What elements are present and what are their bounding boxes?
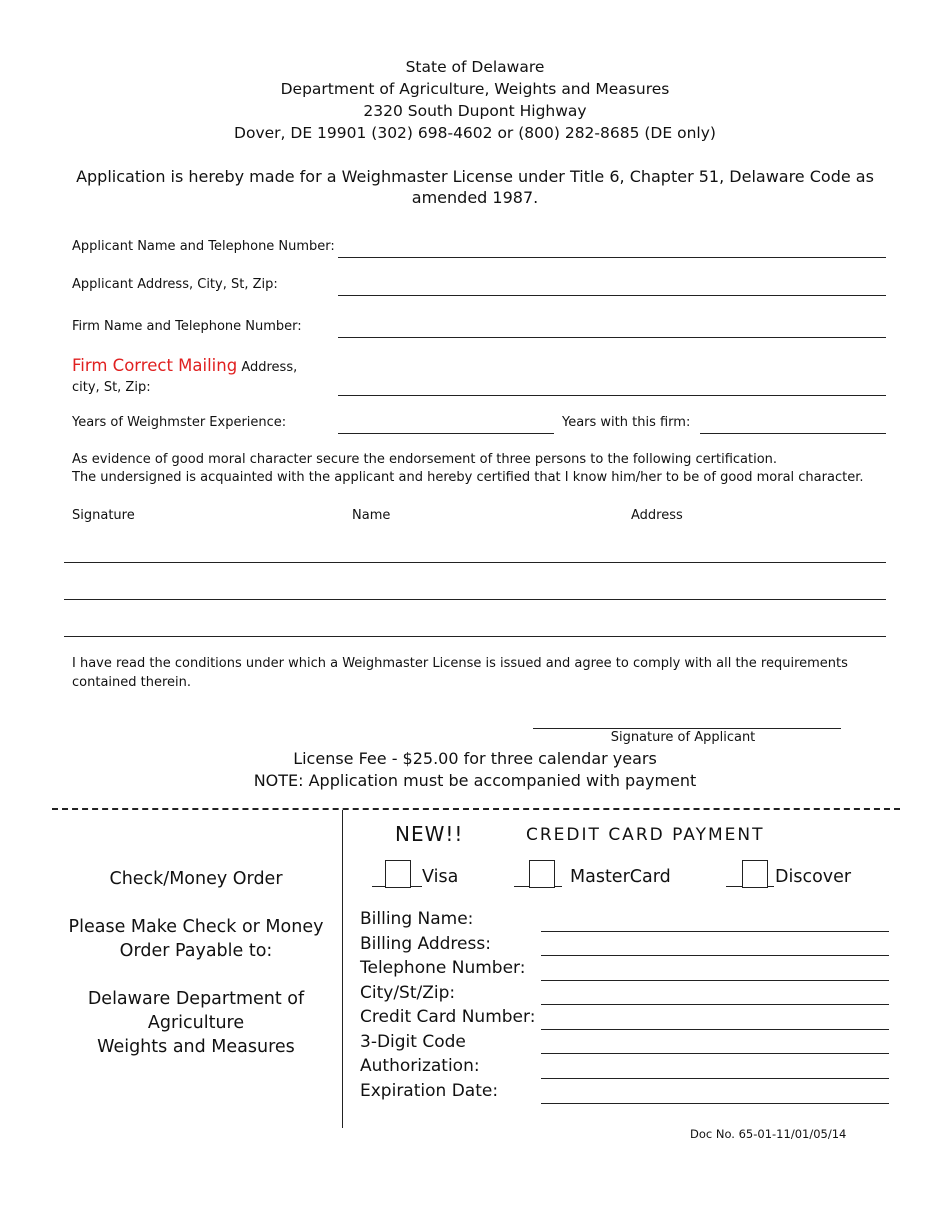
applicant-signature-field[interactable] [533, 710, 841, 729]
mastercard-checkbox[interactable] [529, 860, 555, 888]
authorization-field[interactable] [541, 1060, 889, 1079]
department-name: Department of Agriculture, Weights and Measures [280, 80, 670, 98]
firm-mailing-label [72, 356, 297, 398]
discover-checkbox[interactable] [742, 860, 768, 888]
years-experience-field[interactable] [338, 415, 554, 434]
agency-header [0, 56, 950, 144]
billing-address-label: Billing Address: [360, 933, 491, 954]
cut-line-divider [52, 808, 900, 810]
endorser-1-field[interactable] [64, 544, 886, 563]
signature-column-header: Signature [72, 508, 135, 523]
endorsement-line1: As evidence of good moral character secure the endorsement of three persons to the following certification. [72, 452, 778, 467]
fee-line: License Fee - $25.00 for three calendar years [293, 749, 657, 768]
firm-name-label: Firm Name and Telephone Number: [72, 319, 302, 334]
applicant-name-label: Applicant Name and Telephone Number: [72, 239, 335, 254]
firm-mailing-rest: Address, [237, 360, 298, 375]
state-name: State of Delaware [405, 58, 545, 76]
check-money-order-section [52, 867, 340, 1059]
applicant-name-field[interactable] [338, 239, 886, 258]
name-column-header: Name [352, 508, 391, 523]
firm-mailing-line2: city, St, Zip: [72, 380, 151, 395]
payee-line1: Delaware Department of [87, 989, 305, 1009]
city-phone: Dover, DE 19901 (302) 698-4602 or (800) 282-8685 (DE only) [234, 124, 716, 142]
three-digit-code-label: 3-Digit Code [360, 1031, 466, 1052]
credit-card-number-label: Credit Card Number: [360, 1007, 536, 1027]
authorization-label: Authorization: [360, 1056, 480, 1076]
years-firm-field[interactable] [700, 415, 886, 434]
expiration-date-label: Expiration Date: [360, 1080, 499, 1101]
visa-label: Visa [422, 867, 459, 887]
payable-line1: Please Make Check or Money [68, 917, 324, 937]
endorsement-line2: The undersigned is acquainted with the applicant and hereby certified that I know him/her to be of good moral character. [72, 470, 864, 485]
years-experience-label: Years of Weighmster Experience: [72, 415, 287, 430]
discover-label: Discover [775, 867, 852, 887]
payable-line2: Order Payable to: [119, 941, 273, 961]
telephone-number-field[interactable] [541, 962, 889, 981]
new-label: NEW!! [395, 822, 464, 846]
payee-line3: Weights and Measures [97, 1037, 295, 1057]
address-column-header: Address [631, 508, 683, 523]
city-st-zip-label: City/St/Zip: [360, 982, 456, 1003]
telephone-number-label: Telephone Number: [360, 958, 526, 978]
doc-number: Doc No. 65-01-11/01/05/14 [690, 1127, 847, 1141]
visa-checkbox[interactable] [385, 860, 411, 888]
firm-mailing-field[interactable] [338, 377, 886, 396]
billing-address-field[interactable] [541, 937, 889, 956]
application-statement: Application is hereby made for a Weighmaster License under Title 6, Chapter 51, Delaware Code as amended 1987. [76, 167, 874, 207]
payee-line2: Agriculture [147, 1013, 245, 1033]
billing-labels [360, 907, 535, 1103]
payment-note: NOTE: Application must be accompanied with payment [253, 771, 697, 790]
years-firm-label: Years with this firm: [562, 415, 691, 430]
expiration-date-field[interactable] [541, 1085, 889, 1104]
three-digit-code-field[interactable] [541, 1035, 889, 1054]
license-fee [0, 748, 950, 792]
endorser-3-field[interactable] [64, 618, 886, 637]
mastercard-label: MasterCard [570, 867, 671, 887]
endorser-2-field[interactable] [64, 581, 886, 600]
endorsement-text [72, 451, 863, 487]
check-title: Check/Money Order [109, 869, 283, 889]
firm-mailing-highlight: Firm Correct Mailing [72, 356, 238, 375]
city-st-zip-field[interactable] [541, 986, 889, 1005]
credit-card-title: CREDIT CARD PAYMENT [526, 825, 765, 845]
billing-name-label: Billing Name: [360, 909, 474, 929]
applicant-address-label: Applicant Address, City, St, Zip: [72, 277, 278, 292]
firm-name-field[interactable] [338, 319, 886, 338]
payment-column-divider [342, 810, 343, 1128]
street-address: 2320 South Dupont Highway [363, 102, 587, 120]
signature-of-applicant-label: Signature of Applicant [610, 730, 756, 745]
billing-name-field[interactable] [541, 913, 889, 932]
applicant-address-field[interactable] [338, 277, 886, 296]
credit-card-number-field[interactable] [541, 1011, 889, 1030]
agreement-text: I have read the conditions under which a Weighmaster License is issued and agree to comply with all the requirements contained therein. [72, 656, 848, 690]
